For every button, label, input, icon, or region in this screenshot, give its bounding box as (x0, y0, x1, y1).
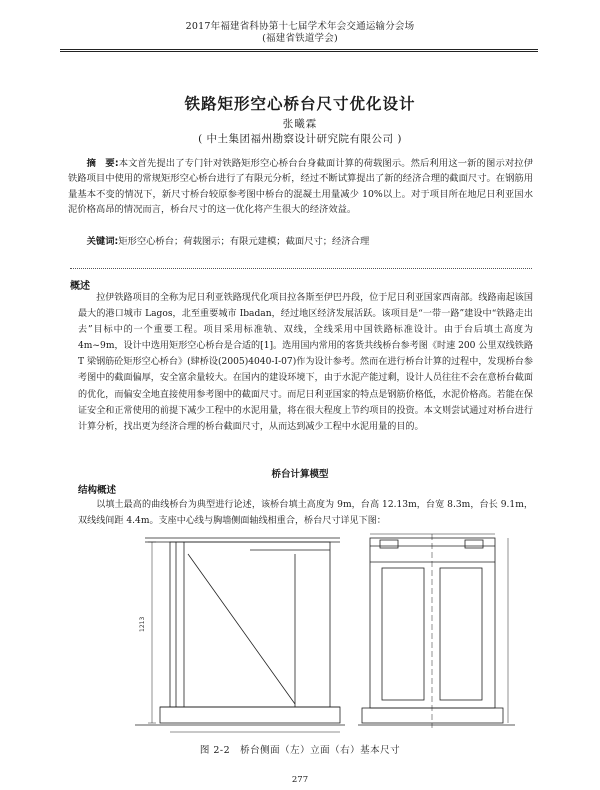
heading-model: 桥台计算模型 (271, 469, 329, 480)
footing-right (362, 708, 503, 723)
heading-overview: 概述 (70, 281, 90, 292)
conference-header: 2017年福建省科协第十七届学术年会交通运输分会场 (185, 21, 415, 32)
structure-paragraph: 以填土最高的曲线桥台为典型进行论述，该桥台填土高度为 9m，台高 12.13m，台宽 8.3m，台长 9.1m，双线线间距 4.4m。支座中心线与胸墙侧面轴线相重合，桥台尺寸详见下图： (78, 500, 533, 527)
paper-affiliation: ( 中土集团福州勘察设计研究院有限公司 ) (198, 133, 402, 145)
header-rule-bottom (60, 51, 538, 52)
conference-subtitle: (福建省铁道学会) (262, 33, 338, 44)
heading-structure: 结构概述 (78, 485, 117, 496)
section-divider (70, 268, 532, 269)
page-number: 277 (291, 775, 309, 785)
keywords-text: 矩形空心桥台；荷载图示；有限元建模；截面尺寸；经济合理 (118, 236, 370, 247)
footing-left (160, 707, 340, 723)
keywords (68, 235, 533, 249)
abutment-side-outline (170, 542, 330, 707)
hollow-cell-right (440, 568, 482, 700)
paper-author: 张曦霖 (282, 118, 318, 130)
abstract-label: 摘 要: (86, 158, 119, 169)
paper-title: 铁路矩形空心桥台尺寸优化设计 (184, 94, 416, 113)
hollow-cell-left (382, 568, 424, 700)
keywords-label: 关键词: (86, 236, 119, 247)
abutment-drawing (130, 532, 520, 737)
bearing-block-left (380, 540, 398, 548)
overview-paragraph: 拉伊铁路项目的全称为尼日利亚铁路现代化项目拉各斯至伊巴丹段，位于尼日利亚国家西南部。线路南起该国最大的港口城市 Lagos，北至重要城市 Ibadan，经过地区经济发展活跃。该项目是“一带一路”建设中“铁路走出去”目标中的一个重要工程。项目采用标准轨、双线，全线采用中国铁路标准设计。由于台后填土高度为 4m~9m，设计中选用矩形空心桥台是合适的[1]。选用国内常用的客货共线桥台参考图《时速 200 公里双线铁路 T 梁钢筋砼矩形空心桥台》(肆桥设(2005)4040-Ⅰ-07)作为设计参考。然而在进行桥台计算的过程中，发现桥台参考图中的截面偏厚，安全富余量较大。在国内的建设环境下，由于水泥产能过剩，设计人员往往不会在意桥台截面的优化，而偏安全地直接使用参考图中的截面尺寸。而尼日利亚国家的特点是钢筋价格低，水泥价格高。若能在保证安全和正常使用的前提下减少工程中的水泥用量，将在很大程度上节约项目的投资。本文则尝试通过对桥台进行计算分析，找出更为经济合理的桥台截面尺寸，从而达到减少工程中水泥用量的目的。 (78, 293, 533, 432)
abstract (68, 156, 533, 217)
abutment-elevation-outline (370, 538, 495, 708)
dim-label-height: 1213 (139, 616, 146, 632)
header-rule-top (60, 49, 538, 50)
abstract-text: 本文首先提出了专门针对铁路矩形空心桥台台身截面计算的荷载图示。然后利用这一新的图示对拉伊铁路项目中使用的常规矩形空心桥台进行了有限元分析，经过不断试算提出了新的经济合理的截面尺寸。在钢筋用量基本不变的情况下，新尺寸桥台较原参考图中桥台的混凝土用量减少 10%以上。对于项目所在地尼日利亚国水泥价格高昂的情况而言，桥台尺寸的这一优化将产生很大的经济效益。 (68, 158, 533, 215)
figure-caption: 图 2-2 桥台侧面（左）立面（右）基本尺寸 (199, 745, 401, 756)
slope-line (188, 554, 295, 704)
bearing-block-right (465, 540, 483, 548)
